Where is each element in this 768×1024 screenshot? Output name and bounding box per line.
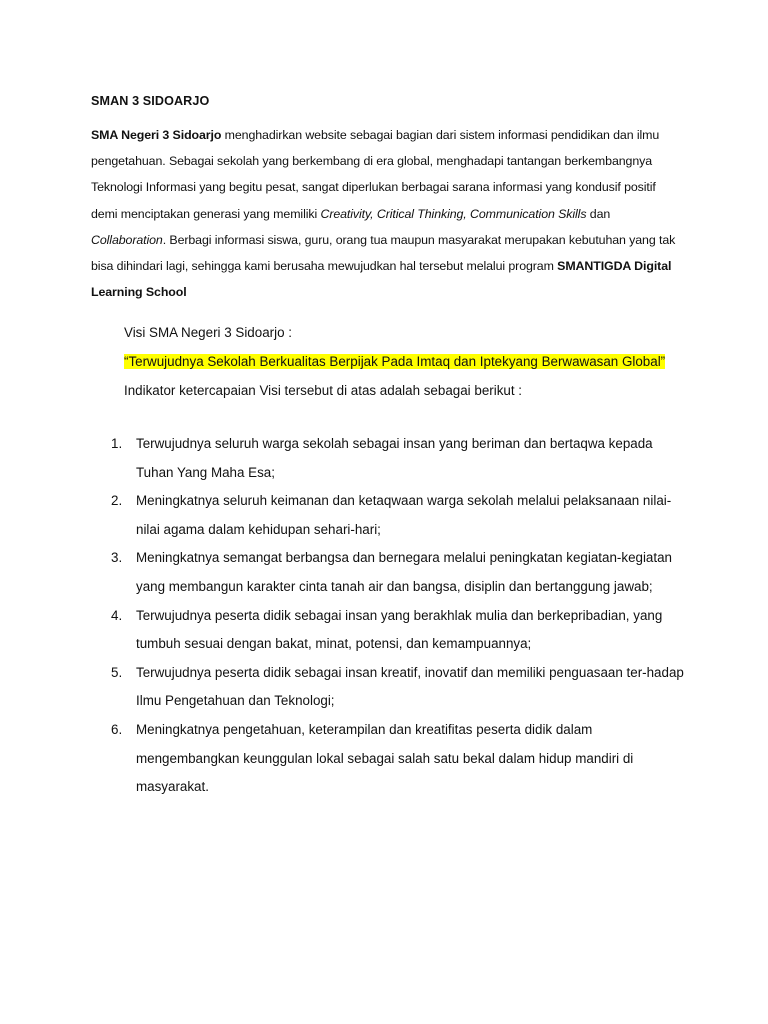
list-item-text: Terwujudnya seluruh warga sekolah sebagai insan yang beriman dan bertaqwa kepada Tuhan Yang Maha Esa;: [136, 436, 653, 480]
indikator-intro: Indikator ketercapaian Visi tersebut di atas adalah sebagai berikut :: [124, 382, 522, 398]
list-item-text: Meningkatnya seluruh keimanan dan ketaqwaan warga sekolah melalui pelaksanaan nilai-nilai agama dalam kehidupan sehari-hari;: [136, 493, 672, 537]
document-heading: SMAN 3 SIDOARJO: [91, 94, 210, 108]
intro-italic-collaboration: Collaboration: [91, 232, 163, 247]
list-item: [111, 430, 686, 487]
list-item: [111, 487, 686, 544]
list-item-text: Meningkatnya semangat berbangsa dan bernegara melalui peningkatan kegiatan-kegiatan yang membangun karakter cinta tanah air dan bangsa, disiplin dan bertanggung jawab;: [136, 550, 672, 594]
visi-section: [124, 319, 684, 405]
indikator-list: [111, 430, 686, 802]
list-item-number: 3.: [111, 550, 123, 566]
list-item-number: 6.: [111, 721, 123, 737]
list-item-text: Meningkatnya pengetahuan, keterampilan dan kreatifitas peserta didik dalam mengembangkan keunggulan lokal sebagai salah satu bekal dalam hidup mandiri di masyarakat.: [136, 721, 634, 795]
list-item: [111, 602, 686, 659]
list-item-number: 5.: [111, 664, 123, 680]
list-item-text: Terwujudnya peserta didik sebagai insan kreatif, inovatif dan memiliki penguasaan ter-hadap Ilmu Pengetahuan dan Teknologi;: [136, 664, 684, 709]
intro-text-2: dan: [586, 206, 611, 221]
intro-paragraph: [91, 122, 683, 305]
list-item: [111, 544, 686, 601]
intro-text-1: menghadirkan website sebagai bagian dari sistem informasi pendidikan dan ilmu pengetahuan. Sebagai sekolah yang berkembang di era global, menghadapi tantangan berkembangnya Teknologi Informasi yang begitu pesat, sangat diperlukan berbagai sarana informasi yang kondusif positif demi menciptakan generasi yang memiliki: [91, 128, 660, 221]
list-item-number: 1.: [111, 436, 123, 451]
intro-bold-lead: SMA Negeri 3 Sidoarjo: [91, 128, 222, 142]
intro-bold-program: SMANTIGDA Digital Learning School: [91, 259, 672, 300]
list-item-number: 2.: [111, 493, 123, 509]
list-item: [111, 659, 686, 716]
list-item: [111, 716, 686, 802]
list-item-number: 4.: [111, 607, 123, 623]
visi-title: Visi SMA Negeri 3 Sidoarjo :: [124, 325, 292, 340]
intro-text-3: . Berbagi informasi siswa, guru, orang tua maupun masyarakat merupakan kebutuhan yang tak bisa dihindari lagi, sehingga kami berusaha mewujudkan hal tersebut melalui program: [91, 232, 676, 274]
list-item-text: Terwujudnya peserta didik sebagai insan yang berakhlak mulia dan berkepribadian, yang tumbuh sesuai dengan bakat, minat, potensi, dan kemampuannya;: [136, 607, 663, 652]
visi-quote-highlight: “Terwujudnya Sekolah Berkualitas Berpijak Pada Imtaq dan Iptekyang Berwawasan Global”: [124, 354, 666, 369]
intro-italic-skills: Creativity, Critical Thinking, Communication Skills: [320, 206, 587, 221]
visi-quote: [124, 348, 684, 377]
